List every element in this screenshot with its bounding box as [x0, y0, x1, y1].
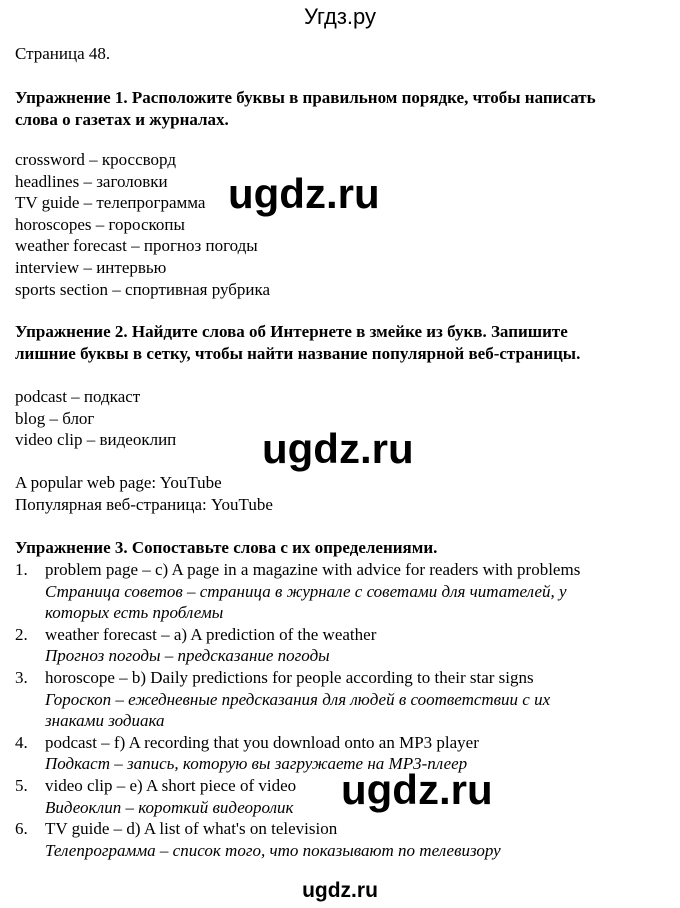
- item-text: podcast – f) A recording that you download onto an MP3 player: [45, 732, 479, 752]
- item-number: 1.: [15, 560, 28, 579]
- exercise-1-line: headlines – заголовки: [15, 171, 168, 191]
- item-translation: Телепрограмма – список того, что показывают по телевизору: [45, 840, 501, 860]
- exercise-2-answer: [15, 472, 273, 515]
- exercise-1-line: sports section – спортивная рубрика: [15, 279, 271, 299]
- footer-watermark: ugdz.ru: [302, 879, 378, 902]
- exercise-1-heading: [15, 87, 596, 131]
- exercise-3-heading: Упражнение 3. Сопоставьте слова с их определениями.: [15, 538, 438, 557]
- item-translation: Гороскоп – ежедневные предсказания для людей в соответствии с их: [45, 689, 551, 709]
- item-translation: знаками зодиака: [45, 711, 165, 731]
- site-title: Угдз.ру: [303, 4, 377, 29]
- item-translation: Подкаст – запись, которую вы загружаете на MP3-плеер: [45, 754, 468, 774]
- item-translation: Страница советов – страница в журнале с советами для читателей, у: [45, 581, 567, 601]
- item-text: problem page – c) A page in a magazine with advice for readers with problems: [45, 560, 581, 579]
- exercise-1-heading-line-1: Упражнение 1. Расположите буквы в правильном порядке, чтобы написать: [15, 88, 596, 107]
- exercise-1-heading-line-2: слова о газетах и журналах.: [15, 110, 229, 129]
- exercise-3-list: [15, 559, 675, 869]
- item-number: 5.: [15, 776, 28, 795]
- item-number: 3.: [15, 668, 28, 687]
- page-label: Страница 48.: [15, 44, 111, 63]
- item-text: TV guide – d) A list of what's on television: [45, 819, 338, 839]
- item-translation: Видеоклип – короткий видеоролик: [45, 797, 294, 817]
- exercise-1-line: interview – интервью: [15, 257, 167, 277]
- exercise-2-list: [15, 386, 176, 451]
- exercise-2-line: blog – блог: [15, 408, 95, 428]
- exercise-1-line: weather forecast – прогноз погоды: [15, 236, 258, 256]
- answer-english: A popular web page: YouTube: [15, 473, 222, 492]
- item-text: video clip – e) A short piece of video: [45, 776, 297, 795]
- item-translation: которых есть проблемы: [45, 603, 224, 623]
- item-translation: Прогноз погоды – предсказание погоды: [45, 646, 330, 666]
- watermark: ugdz.ru: [341, 766, 493, 813]
- item-number: 2.: [15, 624, 28, 644]
- item-text: weather forecast – a) A prediction of the weather: [45, 624, 377, 644]
- exercise-2-heading-line-2: лишние буквы в сетку, чтобы найти название популярной веб-страницы.: [15, 344, 581, 363]
- item-number: 4.: [15, 732, 28, 752]
- exercise-2-line: podcast – подкаст: [15, 387, 141, 406]
- exercise-2-line: video clip – видеоклип: [15, 430, 177, 450]
- item-number: 6.: [15, 819, 28, 839]
- exercise-1-line: horoscopes – гороскопы: [15, 214, 185, 234]
- exercise-2-heading-line-1: Упражнение 2. Найдите слова об Интернете в змейке из букв. Запишите: [15, 322, 568, 341]
- watermark: ugdz.ru: [228, 170, 380, 217]
- watermark: ugdz.ru: [262, 425, 414, 472]
- answer-russian: Популярная веб-страница: YouTube: [15, 494, 273, 514]
- exercise-2-heading: [15, 321, 580, 365]
- item-text: horoscope – b) Daily predictions for people according to their star signs: [45, 668, 534, 687]
- exercise-1-line: TV guide – телепрограмма: [15, 193, 206, 213]
- exercise-1-line: crossword – кроссворд: [15, 150, 176, 169]
